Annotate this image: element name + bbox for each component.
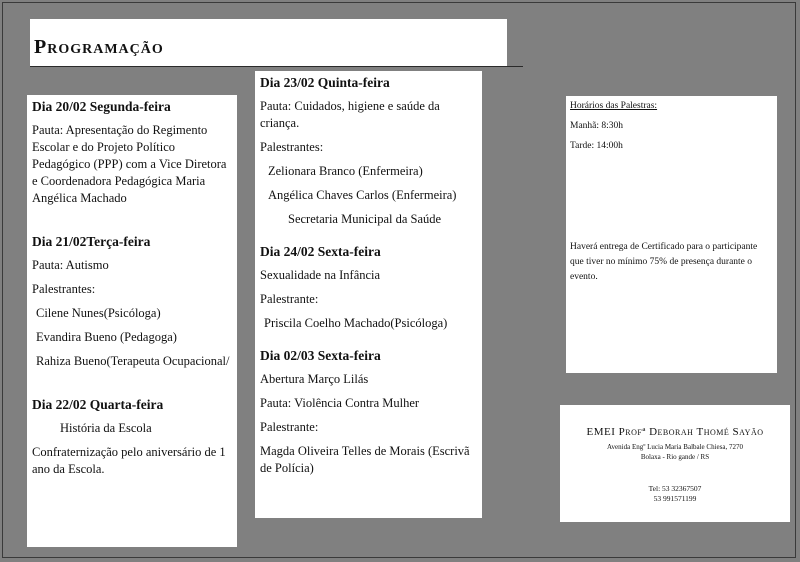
- school-address-line: Avenida Engº Lucia Maria Balbale Chiesa, 7270: [607, 443, 743, 451]
- event-item: Abertura Março Lilás: [260, 372, 369, 386]
- speaker-item: Secretaria Municipal da Saúde: [288, 212, 442, 226]
- speaker-item: Zelionara Branco (Enfermeira): [268, 164, 423, 178]
- speaker-item: Evandira Bueno (Pedagoga): [36, 330, 177, 344]
- schedule-column-left: [27, 95, 237, 547]
- speaker-item: Cilene Nunes(Psicóloga): [36, 306, 161, 320]
- speaker-item: Magda Oliveira Telles de Morais (Escrivã de Polícia): [260, 444, 470, 475]
- speaker-item: Angélica Chaves Carlos (Enfermeira): [268, 188, 457, 202]
- day-heading: Dia 21/02Terça-feira: [32, 234, 151, 249]
- day-heading: Dia 20/02 Segunda-feira: [32, 99, 171, 114]
- day-heading: Dia 02/03 Sexta-feira: [260, 348, 381, 363]
- page-title: Programação: [34, 36, 164, 58]
- schedule-column-middle: [255, 71, 482, 518]
- title-box: [30, 19, 507, 66]
- school-address-line: Bolaxa - Rio gande / RS: [640, 453, 710, 461]
- pauta-text: Pauta: Autismo: [32, 258, 109, 272]
- speaker-item: Rahiza Bueno(Terapeuta Ocupacional/: [36, 354, 230, 368]
- speakers-label: Palestrante:: [260, 420, 319, 434]
- speakers-label: Palestrantes:: [32, 282, 96, 296]
- pauta-text: Pauta: Violência Contra Mulher: [260, 396, 420, 410]
- school-card: [560, 405, 790, 522]
- speaker-item: Priscila Coelho Machado(Psicóloga): [264, 316, 448, 330]
- pauta-text: Pauta: Cuidados, higiene e saúde da criança.: [260, 99, 440, 130]
- pauta-text: Pauta: Apresentação do Regimento Escolar e do Projeto Político Pedagógico (PPP) com a Vice Diretora e Coordenadora Pedagógica Maria Angélica Machado: [32, 123, 227, 205]
- topic-text: Sexualidade na Infância: [260, 268, 381, 282]
- afternoon-time: Tarde: 14:00h: [570, 141, 623, 151]
- speakers-label: Palestrantes:: [260, 140, 324, 154]
- event-item: Confraternização pelo aniversário de 1 ano da Escola.: [32, 445, 226, 476]
- title-divider: [30, 66, 523, 67]
- day-heading: Dia 24/02 Sexta-feira: [260, 244, 381, 259]
- info-column-right: [566, 96, 777, 373]
- school-name: EMEI Profª Deborah Thomé Sayão: [586, 426, 764, 438]
- school-phone: 53 991571199: [653, 494, 697, 503]
- day-heading: Dia 22/02 Quarta-feira: [32, 397, 164, 412]
- certificate-note: Haverá entrega de Certificado para o participante que tiver no mínimo 75% de presença durante o evento.: [570, 242, 758, 282]
- schedule-hours-heading: Horários das Palestras:: [570, 101, 658, 111]
- event-item: História da Escola: [60, 421, 152, 435]
- school-phone: Tel: 53 32367507: [648, 484, 702, 493]
- morning-time: Manhã: 8:30h: [570, 121, 624, 131]
- speakers-label: Palestrante:: [260, 292, 319, 306]
- day-heading: Dia 23/02 Quinta-feira: [260, 75, 390, 90]
